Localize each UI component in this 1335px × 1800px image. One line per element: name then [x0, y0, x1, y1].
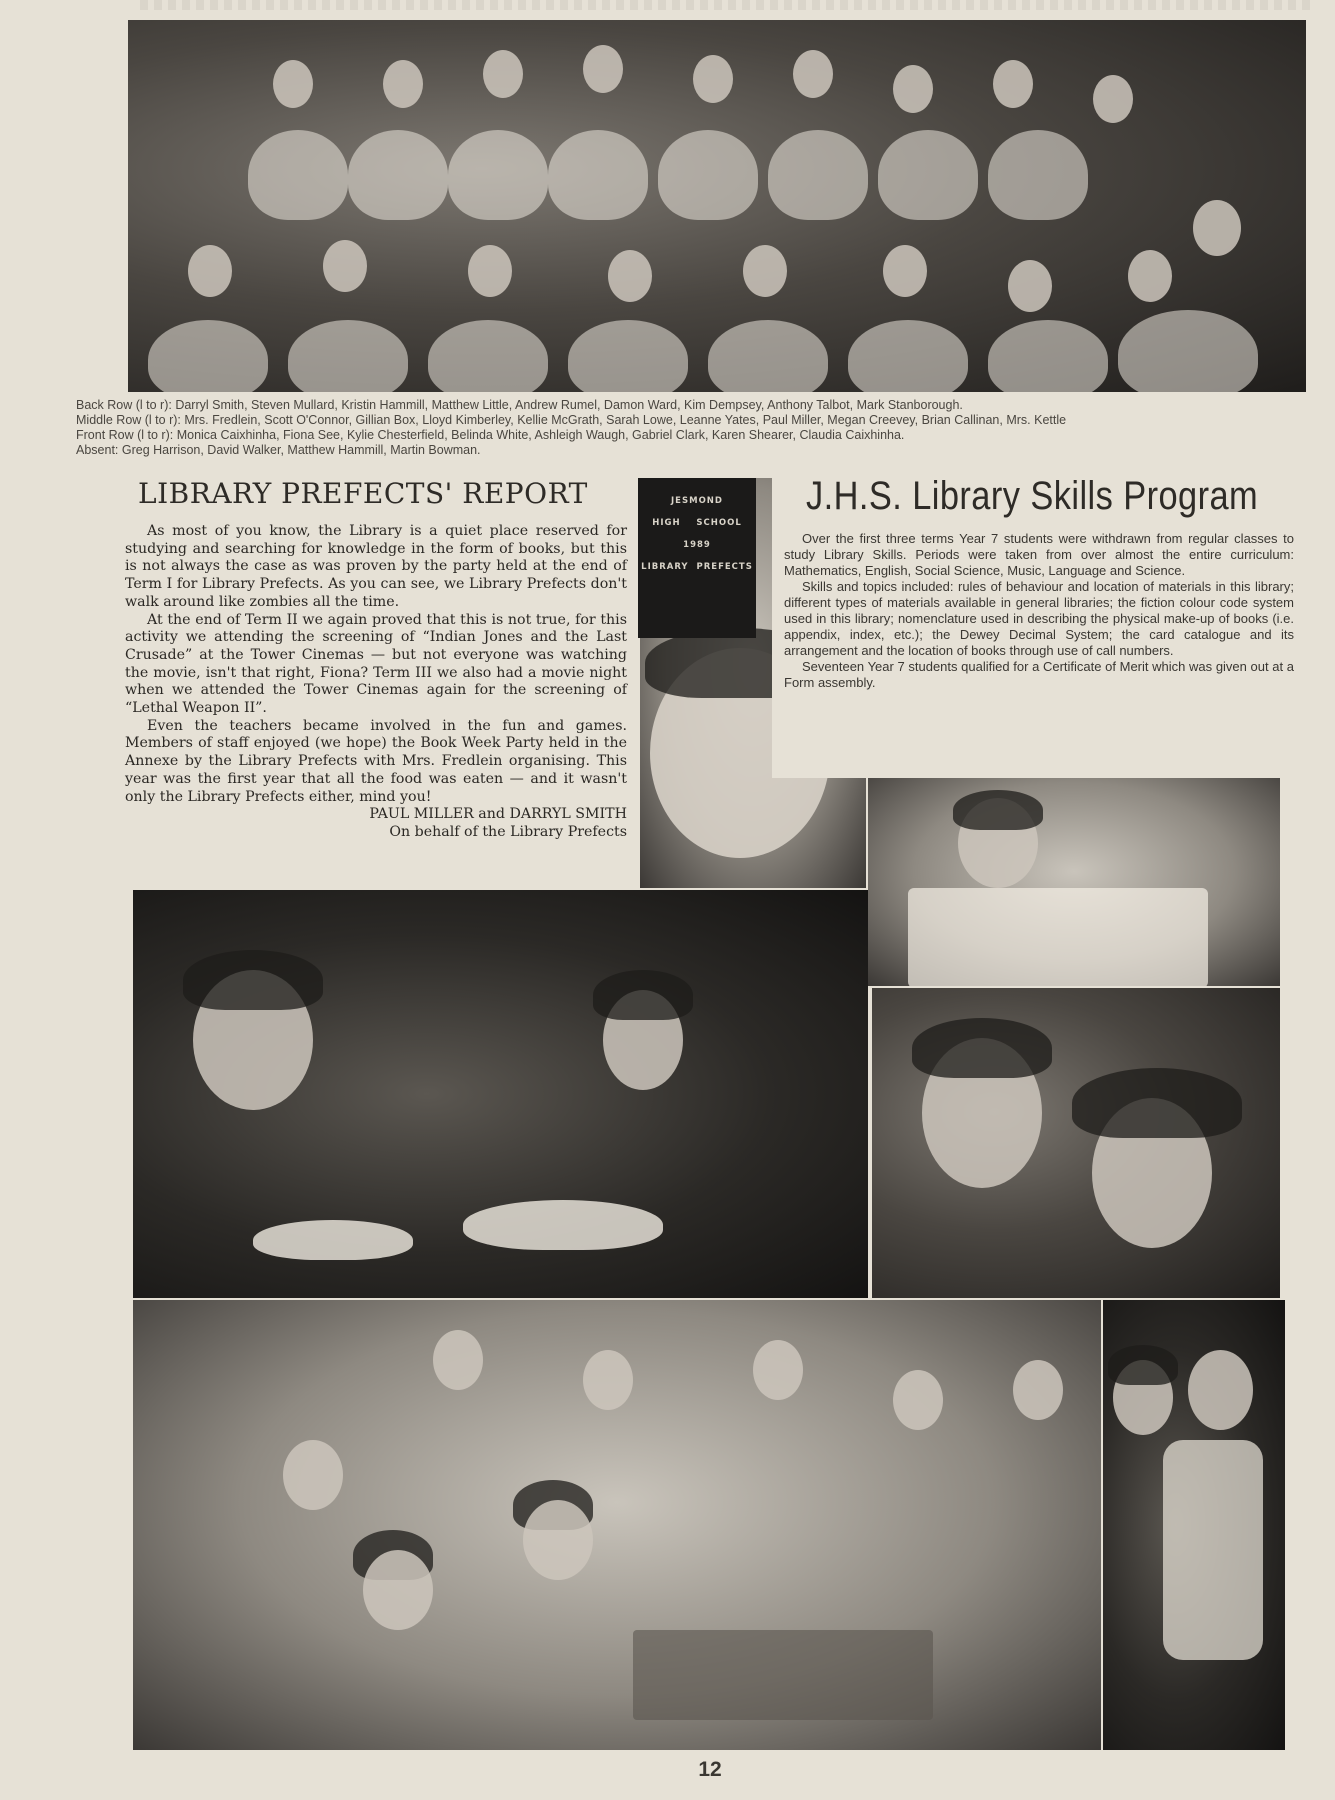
- photo-caption: [76, 398, 1331, 458]
- skills-paragraph: Over the first three terms Year 7 students were withdrawn from regular classes to study Library Skills. Periods were taken from over almost the entire curriculum: Mathematics, English, Social Science, Music, Language and Science.: [784, 531, 1294, 578]
- report-paragraph: At the end of Term II we again proved that this is not true, for this activity we attending the screening of “Indian Jones and the Last Crusade” at the Tower Cinemas — but not everyone was watching the movie, isn't that right, Fiona? Term III we also had a movie night when we attended the Tower Cinemas again for the screening of “Lethal Weapon II”.: [125, 611, 627, 717]
- skills-title: J.H.S. Library Skills Program: [806, 474, 1259, 518]
- page-number: 12: [698, 1758, 722, 1781]
- group-photo: [128, 20, 1306, 392]
- caption-front-row: Front Row (l to r): Monica Caixhinha, Fiona See, Kylie Chesterfield, Belinda White, Ashleigh Waugh, Gabriel Clark, Karen Shearer, Claudia Caixhinha.: [76, 428, 905, 442]
- report-paragraph: As most of you know, the Library is a quiet place reserved for studying and searching for knowledge in the form of books, but this is not always the case as was proven by the party held at the end of Term I for Library Prefects. As you can see, we Library Prefects don't walk around like zombies all the time.: [125, 523, 627, 610]
- book-cover: [638, 478, 756, 638]
- report-paragraph: Even the teachers became involved in the fun and games. Members of staff enjoyed (we hope) the Book Week Party held in the Annexe by the Library Prefects with Mrs. Fredlein organising. This year was the first year that all the food was eaten — and it wasn't only the Library Prefects either, mind you!: [125, 717, 627, 805]
- page-edge-strip: [140, 0, 1310, 10]
- group-party-photo: [133, 1300, 1101, 1750]
- party-food-photo: [133, 890, 868, 1298]
- teachers-photo: [1103, 1300, 1285, 1750]
- smiling-girls-photo: [872, 988, 1280, 1298]
- skills-paragraph: Skills and topics included: rules of behaviour and location of materials in this library; different types of materials available in general libraries; the fiction colour code system used in this library; nomenclature used in describing the physical make-up of books (i.e. appendix, index, etc.); the Dewey Decimal System; the card catalogue and its arrangement and the location of books through use of call numbers.: [784, 579, 1294, 658]
- caption-middle-row: Middle Row (l to r): Mrs. Fredlein, Scott O'Connor, Gillian Box, Lloyd Kimberley, Kellie McGrath, Sarah Lowe, Leanne Yates, Paul Miller, Megan Creevey, Brian Callinan, Mrs. Kettle: [76, 413, 1067, 427]
- student-writing-photo: [868, 778, 1280, 986]
- report-title: LIBRARY PREFECTS' REPORT: [138, 477, 588, 510]
- book-cover-line: HIGH SCHOOL: [652, 518, 742, 528]
- skills-body: [784, 531, 1294, 691]
- caption-absent: Absent: Greg Harrison, David Walker, Matthew Hammill, Martin Bowman.: [76, 443, 481, 457]
- report-on-behalf: On behalf of the Library Prefects: [389, 823, 627, 840]
- caption-back-row: Back Row (l to r): Darryl Smith, Steven Mullard, Kristin Hammill, Matthew Little, Andrew Rumel, Damon Ward, Kim Dempsey, Anthony Talbot, Mark Stanborough.: [76, 398, 963, 412]
- book-cover-line: JESMOND: [671, 496, 723, 506]
- book-cover-line: LIBRARY PREFECTS: [641, 562, 753, 572]
- report-authors: PAUL MILLER and DARRYL SMITH: [369, 806, 627, 823]
- report-body: [125, 523, 627, 842]
- book-cover-line: 1989: [683, 540, 711, 550]
- skills-paragraph: Seventeen Year 7 students qualified for a Certificate of Merit which was given out at a Form assembly.: [784, 659, 1294, 690]
